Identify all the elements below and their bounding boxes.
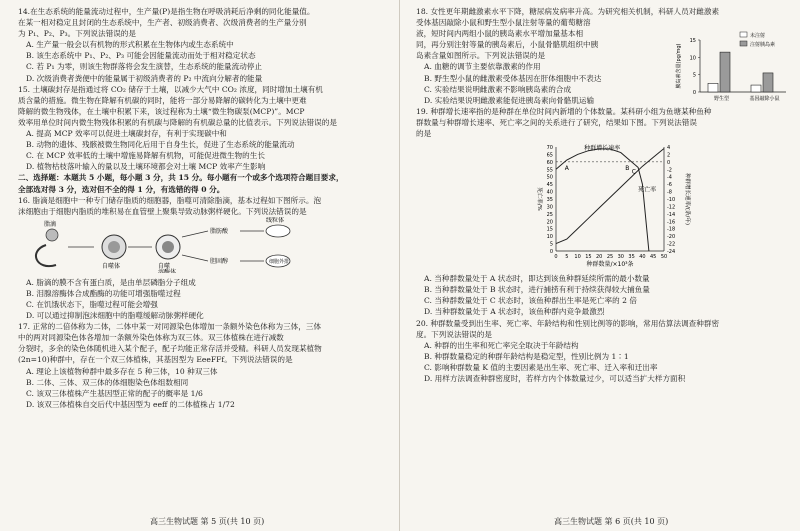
question-17: [18, 321, 388, 410]
y-right-tick-label: -24: [667, 249, 676, 256]
question-15: [18, 84, 388, 173]
legend-label: 未注射: [750, 33, 766, 39]
section-line-0: 二、选择题：本题共 5 小题，每小题 3 分，共 15 分。每小题有一个或多个选项符合题目要求，: [18, 173, 344, 183]
q18-stem-line-1: 受体基因敲除小鼠和野生型小鼠注射等量的葡萄糖溶: [416, 18, 591, 28]
q18-option-0: A. 血糖的调节主要依靠激素的作用: [424, 62, 541, 72]
page-divider: [399, 0, 400, 531]
y-left-tick-label: 15: [546, 226, 553, 233]
x-tick-label: 45: [650, 254, 657, 261]
question-16-options: [18, 277, 388, 321]
y-left-tick-label: 10: [546, 234, 553, 241]
x-tick-label: 15: [585, 254, 592, 261]
q14-stem-line-2: 为 P₁、P₂、P₃。下列说法错误的是: [18, 29, 136, 39]
label-cholesterol: 胆固醇: [210, 257, 229, 265]
q20-stem-line-0: 20. 种群数量受到出生率、死亡率、年龄结构和性别比例等的影响，常用估算法调查种群密: [416, 318, 720, 328]
question-19: [416, 106, 790, 139]
y-right-tick-label: -20: [667, 234, 676, 241]
q19-option-3: D. 当种群数量处于 A 状态时，该鱼种群内竞争最激烈: [424, 307, 605, 317]
legend-label: 注射胰岛素: [750, 42, 776, 48]
y-left-axis-label: 死亡率/%: [536, 187, 542, 211]
label-mitochondria: 线粒体: [266, 216, 285, 224]
point-label: A: [564, 164, 569, 172]
y-left-tick-label: 50: [546, 174, 553, 181]
page-footer-left: 高三生物试题 第 5 页(共 10 页): [150, 517, 265, 526]
section-line-1: 全部选对得 3 分，选对但不全的得 1 分，有选错的得 0 分。: [18, 184, 225, 194]
q20-stem-line-1: 度。下列说法错误的是: [416, 329, 492, 339]
q14-option-0: A. 生产量一般会以有机物的形式积累在生物体内或生态系统中: [26, 40, 234, 50]
label-efflux: 细胞外排: [269, 258, 290, 265]
q17-option-2: C. 该双三体植株产生基因型正常的配子的概率是 1/6: [26, 388, 203, 398]
q16-stem-line-0: 16. 脂滴是细胞中一种专门储存脂质的细胞器，脂噬可清除脂滴，基本过程如下图所示。泡: [18, 195, 322, 205]
q15-stem-line-3: 效率用单位时间内微生物残体积累的有机碳与降解的有机碳总量的比值表示。下列说法错误的是: [18, 117, 337, 127]
q16-option-0: A. 脂滴的膜不含有蛋白质，是由单层磷脂分子组成: [26, 277, 196, 287]
y-left-tick-label: 55: [546, 167, 553, 174]
q19-option-1: B. 当种群数量处于 B 状态时，进行捕捞有利于持续获得较大捕鱼量: [424, 285, 650, 295]
series-label-growth: 种群增长速率: [584, 145, 621, 153]
q15-option-1: B. 动物的遗体、残骸被微生物同化后用于自身生长，促进了生态系统的能量流动: [26, 140, 295, 150]
autophagosome: [102, 235, 126, 270]
x-tick-label: 0: [554, 254, 558, 261]
q14-option-3: D. 次级消费者粪便中的能量属于初级消费者的 P₂ 中流向分解者的能量: [26, 73, 263, 83]
q17-option-0: A. 理论上该植物种群中最多存在 5 种三体，10 种双三体: [26, 366, 218, 376]
q18-stem-line-4: 岛素含量如图所示。下列说法错误的是: [416, 51, 546, 61]
label-autolysosome: 自噬: [158, 262, 171, 270]
y-left-tick-label: 60: [546, 159, 553, 166]
y-left-tick-label: 25: [546, 211, 553, 218]
q19-stem-line-2: 的是: [416, 129, 432, 139]
question-20: [416, 318, 790, 385]
q16-option-1: B. 泪腺溶酶体合成酯酶的功能可增强脂噬过程: [26, 288, 181, 298]
lipophagy-diagram: [18, 217, 388, 273]
q16-option-2: C. 在饥饿状态下，脂噬过程可能会增强: [26, 299, 158, 309]
q17-option-3: D. 该双三体植株自交后代中基因型为 eeff 的二体植株占 1/72: [26, 399, 235, 409]
section-heading: [18, 172, 388, 194]
y-tick-label: 10: [689, 55, 696, 62]
y-right-tick-label: -16: [667, 219, 676, 226]
q17-stem-line-3: (2n=10)种群中，存在一个双三体植株，其基因型为 EeeFFf。下列说法错误的是: [18, 355, 293, 365]
y-left-tick-label: 0: [549, 249, 553, 256]
point-label: B: [625, 164, 630, 172]
q16-option-3: D. 可以通过抑制泡沫细胞中的脂噬缓解动脉粥样硬化: [26, 311, 204, 321]
y-right-tick-label: 2: [667, 152, 671, 159]
y-right-tick-label: -8: [667, 189, 672, 196]
bar: [720, 52, 730, 92]
y-right-tick-label: -12: [667, 204, 676, 211]
q15-stem-line-2: 降解的微生物残体，在土壤中积累下来，该过程称为土壤“微生物碳泵(MCP)”。MCP: [18, 106, 305, 116]
q15-option-0: A. 提高 MCP 效率可以促进土壤碳封存，有利于实现碳中和: [26, 129, 227, 139]
question-19-options: [416, 273, 790, 317]
q18-option-1: B. 野生型小鼠的雌激素受体基因在肝体细胞中不表达: [424, 73, 602, 83]
q17-option-1: B. 二体、三体、双三体的体细胞染色体组数相同: [26, 377, 189, 387]
label-lipid-droplet: 脂滴: [44, 220, 57, 228]
x-tick-label: 35: [628, 254, 635, 261]
y-right-axis-label: 种群增长速率/(条/年): [684, 173, 690, 226]
q17-stem-line-0: 17. 正常的二倍体称为二体，二体中某一对同源染色体增加一条额外染色体称为三体，三体: [18, 322, 322, 332]
x-tick-label: 50: [660, 254, 668, 261]
y-tick-label: 15: [689, 38, 696, 44]
legend-swatch: [740, 41, 747, 46]
q18-stem-line-2: 液，短时间内两组小鼠的胰岛素水平增加量基本相: [416, 29, 584, 39]
x-tick-label: 20: [596, 254, 603, 261]
x-tick-label: 40: [639, 254, 646, 261]
autolysosome: [156, 235, 180, 273]
population-line-chart: [416, 139, 796, 269]
q15-option-2: C. 在 MCP 效率低的土壤中增施易降解有机物，可能促进微生物的生长: [26, 151, 265, 161]
question-16: [18, 195, 388, 217]
legend-swatch: [740, 32, 747, 37]
label-autophagosome: 自噬体: [102, 262, 121, 270]
mitochondria-shape: [266, 225, 290, 237]
insulin-bar-chart: [674, 26, 794, 104]
y-right-tick-label: -22: [667, 241, 676, 248]
q19-option-2: C. 当种群数量处于 C 状态时，该鱼种群出生率是死亡率的 2 倍: [424, 296, 637, 306]
q18-stem-line-3: 同，再分别注射等量的胰岛素后，小鼠骨骼肌组织中胰: [416, 40, 599, 50]
q15-stem-line-0: 15. 土壤碳封存是指通过将 CO₂ 储存于土壤，以减少大气中 CO₂ 浓度，同时增加土壤有机: [18, 84, 323, 94]
bar: [751, 85, 761, 92]
q14-stem-line-1: 在某一相对稳定且封闭的生态系统中，生产者、初级消费者、次级消费者的生产量分别: [18, 18, 307, 28]
q18-option-3: D. 实验结果说明雌激素能促进胰岛素向骨骼肌运输: [424, 95, 595, 105]
x-tick-label: 25: [606, 254, 614, 261]
q20-option-1: B. 种群数量稳定的种群年龄结构是稳定型，性别比例为 1∶1: [424, 351, 629, 361]
x-tick-label: 5: [565, 254, 569, 261]
y-right-tick-label: 0: [667, 159, 671, 166]
bar: [708, 83, 718, 92]
page-footer-right: 高三生物试题 第 6 页(共 10 页): [554, 517, 669, 526]
membrane-cup: [36, 245, 56, 266]
category-label: 野生型: [713, 96, 730, 102]
q18-stem-line-0: 18. 女性更年期雌激素水平下降，糖尿病发病率升高。为研究相关机制，科研人员对雌激素: [416, 7, 720, 16]
series-line: [556, 149, 664, 244]
y-right-tick-label: 4: [667, 145, 671, 152]
category-label: 基因敲除小鼠: [749, 96, 780, 102]
q14-stem-line-0: 14.在生态系统的能量流动过程中，生产量(P)是指生物在呼吸消耗后净剩的同化能量值。: [18, 7, 315, 16]
bar: [763, 73, 773, 92]
q17-stem-line-1: 中的两对同源染色体各增加一条额外染色体称为双三体。双三体植株在进行减数: [18, 333, 284, 343]
lipid-droplet: [44, 220, 58, 241]
q20-option-0: A. 种群的出生率和死亡率完全取决于年龄结构: [424, 340, 579, 350]
question-14: [18, 6, 388, 84]
x-tick-label: 30: [617, 254, 624, 261]
svg-text:溶酶体: 溶酶体: [158, 268, 177, 273]
q15-stem-line-1: 质含量的措施。微生物在降解有机碳的同时，能将一部分易降解的碳转化为土壤中更难: [18, 95, 307, 105]
y-right-tick-label: -6: [667, 182, 672, 189]
q14-option-2: C. 若 P₁ 为零，则该生物群落将会发生演替，生态系统的能量流动停止: [26, 62, 262, 72]
x-tick-label: 10: [574, 254, 581, 261]
point-label: C: [631, 168, 636, 176]
page-left: [0, 0, 396, 531]
y-left-tick-label: 45: [546, 182, 553, 189]
q19-stem-line-1: 群数量与种群增长速率、死亡率之间的关系进行了研究，结果如下图。下列说法错误: [416, 117, 697, 127]
y-tick-label: 5: [692, 72, 696, 79]
y-right-tick-label: -10: [667, 197, 676, 204]
y-axis-label: 胰岛素含量(pg/mg): [676, 43, 682, 89]
q15-option-3: D. 植物枯枝落叶输入的量以及土壤环境都会对土壤 MCP 效率产生影响: [26, 162, 266, 172]
q16-stem-line-1: 沫细胞由于细胞内脂质的堆积易在血管壁上聚集导致动脉粥样硬化。下列说法错误的是: [18, 206, 307, 216]
q14-option-1: B. 该生态系统中 P₁、P₂、P₃ 可能会因能量流动而处于相对稳定状态: [26, 51, 256, 61]
q20-option-2: C. 影响种群数量 K 值的主要因素是出生率、死亡率、迁入率和迁出率: [424, 362, 658, 372]
q19-stem-line-0: 19. 种群增长速率指的是种群在单位时间内新增的个体数量。某科研小组为鱼塘某种鱼种: [416, 106, 712, 116]
x-axis-label: 种群数量/×10³条: [586, 261, 634, 269]
q18-option-2: C. 实验结果说明雌激素不影响胰岛素的合成: [424, 84, 572, 94]
y-left-tick-label: 20: [546, 219, 553, 226]
page-right: [404, 0, 800, 531]
y-left-tick-label: 40: [546, 189, 553, 196]
label-fatty-acid: 脂肪酸: [210, 227, 229, 235]
y-left-tick-label: 5: [549, 241, 553, 248]
y-left-tick-label: 35: [546, 197, 553, 204]
series-label-death: 死亡率: [638, 186, 657, 194]
y-right-tick-label: -14: [667, 211, 676, 218]
q20-option-3: D. 用样方法调查种群密度时，若样方内个体数量过少，可以适当扩大样方面积: [424, 373, 686, 383]
q17-stem-line-2: 分裂时，多余的染色体随机进入某个配子，配子均能正常存活并受精。科研人员发现某植物: [18, 344, 322, 354]
y-tick-label: 0: [692, 90, 696, 96]
q19-option-0: A. 当种群数量处于 A 状态时，即达到该鱼种群延续所需的最小数量: [424, 274, 650, 284]
y-right-tick-label: -18: [667, 226, 676, 233]
y-right-tick-label: -2: [667, 167, 672, 174]
y-right-tick-label: -4: [667, 174, 672, 181]
y-left-tick-label: 30: [546, 204, 553, 211]
y-left-tick-label: 65: [546, 152, 553, 159]
y-left-tick-label: 70: [546, 145, 553, 152]
